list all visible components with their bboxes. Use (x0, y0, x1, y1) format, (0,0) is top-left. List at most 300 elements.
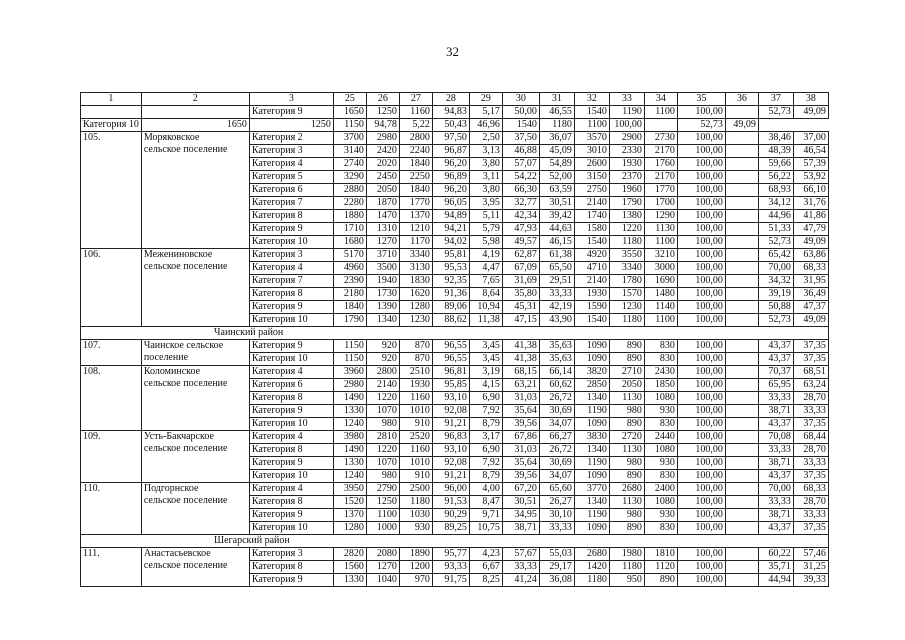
value-cell: 2680 (609, 483, 644, 496)
value-cell (725, 301, 758, 314)
value-cell: 7,92 (469, 405, 502, 418)
value-cell: 3,95 (469, 197, 502, 210)
category-cell: Категория 3 (249, 145, 333, 158)
value-cell: 1230 (609, 301, 644, 314)
value-cell: 29,17 (539, 561, 574, 574)
value-cell: 43,90 (539, 314, 574, 327)
value-cell: 1130 (609, 444, 644, 457)
value-cell: 1190 (574, 405, 609, 418)
value-cell: 100,00 (677, 158, 725, 171)
value-cell: 88,62 (432, 314, 469, 327)
value-cell: 100,00 (677, 457, 725, 470)
settlement-name-line: сельское поселение (143, 495, 228, 506)
value-cell: 1090 (574, 418, 609, 431)
settlement-name (141, 366, 249, 431)
category-cell: Категория 8 (249, 561, 333, 574)
category-cell: Категория 10 (249, 470, 333, 483)
value-cell: 1810 (644, 548, 677, 561)
value-cell: 2330 (609, 145, 644, 158)
value-cell: 35,63 (539, 340, 574, 353)
value-cell (725, 509, 758, 522)
value-cell: 2250 (399, 171, 432, 184)
value-cell: 46,96 (469, 119, 502, 132)
value-cell: 910 (399, 418, 432, 431)
settlement-name (141, 132, 249, 249)
category-cell: Категория 5 (249, 171, 333, 184)
value-cell: 35,63 (539, 353, 574, 366)
value-cell: 1540 (502, 119, 539, 132)
value-cell: 1930 (399, 379, 432, 392)
value-cell: 1200 (399, 561, 432, 574)
value-cell: 65,50 (539, 262, 574, 275)
value-cell: 26,27 (539, 496, 574, 509)
value-cell: 92,08 (432, 457, 469, 470)
value-cell: 8,79 (469, 418, 502, 431)
value-cell: 35,64 (502, 405, 539, 418)
value-cell (725, 561, 758, 574)
value-cell: 1340 (574, 392, 609, 405)
header-cell: 27 (399, 93, 432, 106)
value-cell: 5170 (333, 249, 366, 262)
value-cell (725, 236, 758, 249)
value-cell: 3,45 (469, 340, 502, 353)
value-cell: 3130 (399, 262, 432, 275)
value-cell: 1230 (399, 314, 432, 327)
value-cell: 2880 (333, 184, 366, 197)
table-row (81, 483, 829, 496)
value-cell: 1240 (333, 470, 366, 483)
value-cell: 42,19 (539, 301, 574, 314)
value-cell: 1560 (333, 561, 366, 574)
category-cell: Категория 3 (249, 548, 333, 561)
value-cell: 94,21 (432, 223, 469, 236)
value-cell: 41,38 (502, 340, 539, 353)
value-cell: 46,88 (502, 145, 539, 158)
value-cell: 1270 (366, 236, 399, 249)
settlement-name (141, 106, 249, 119)
value-cell: 2810 (366, 431, 399, 444)
value-cell: 8,47 (469, 496, 502, 509)
value-cell: 5,22 (399, 119, 432, 132)
value-cell: 51,33 (758, 223, 793, 236)
row-number: 105. (81, 132, 142, 249)
value-cell: 33,33 (539, 522, 574, 535)
value-cell: 30,51 (539, 197, 574, 210)
value-cell: 5,98 (469, 236, 502, 249)
value-cell: 1470 (366, 210, 399, 223)
header-cell: 32 (574, 93, 609, 106)
category-cell: Категория 2 (249, 132, 333, 145)
value-cell: 1380 (609, 210, 644, 223)
value-cell: 870 (399, 340, 432, 353)
value-cell: 65,60 (539, 483, 574, 496)
value-cell: 5,79 (469, 223, 502, 236)
value-cell (725, 314, 758, 327)
value-cell: 100,00 (677, 262, 725, 275)
category-cell: Категория 10 (249, 418, 333, 431)
value-cell (725, 158, 758, 171)
value-cell: 1940 (366, 275, 399, 288)
value-cell: 35,80 (502, 288, 539, 301)
value-cell: 34,32 (758, 275, 793, 288)
value-cell: 100,00 (677, 171, 725, 184)
value-cell: 33,33 (793, 405, 828, 418)
value-cell: 6,90 (469, 392, 502, 405)
value-cell: 2440 (644, 431, 677, 444)
value-cell: 1330 (333, 457, 366, 470)
value-cell: 3000 (644, 262, 677, 275)
settlement-name-line: сельское поселение (143, 560, 228, 571)
value-cell (725, 470, 758, 483)
value-cell (725, 275, 758, 288)
value-cell (725, 444, 758, 457)
settlement-name (141, 548, 249, 587)
value-cell: 33,33 (793, 457, 828, 470)
value-cell: 47,93 (502, 223, 539, 236)
value-cell: 100,00 (677, 249, 725, 262)
value-cell: 1150 (333, 119, 366, 132)
value-cell: 39,19 (758, 288, 793, 301)
value-cell: 57,67 (502, 548, 539, 561)
settlement-name-line: сельское поселение (143, 443, 228, 454)
value-cell: 100,00 (677, 353, 725, 366)
category-cell: Категория 8 (249, 392, 333, 405)
value-cell: 3340 (609, 262, 644, 275)
value-cell: 2740 (333, 158, 366, 171)
value-cell: 89,06 (432, 301, 469, 314)
value-cell: 2140 (574, 275, 609, 288)
value-cell: 1620 (399, 288, 432, 301)
value-cell: 2390 (333, 275, 366, 288)
row-number: 107. (81, 340, 142, 366)
header-cell: 25 (333, 93, 366, 106)
value-cell: 44,63 (539, 223, 574, 236)
value-cell: 2140 (574, 197, 609, 210)
value-cell: 1160 (399, 392, 432, 405)
value-cell: 2,50 (469, 132, 502, 145)
value-cell: 36,08 (539, 574, 574, 587)
value-cell: 920 (366, 340, 399, 353)
value-cell: 2600 (574, 158, 609, 171)
value-cell: 93,10 (432, 444, 469, 457)
value-cell: 44,96 (758, 210, 793, 223)
value-cell: 2240 (399, 145, 432, 158)
value-cell: 47,79 (793, 223, 828, 236)
value-cell: 1100 (644, 106, 677, 119)
value-cell: 91,75 (432, 574, 469, 587)
value-cell: 1220 (366, 392, 399, 405)
value-cell: 96,20 (432, 184, 469, 197)
category-cell: Категория 10 (249, 236, 333, 249)
header-row (81, 93, 829, 106)
value-cell: 2020 (366, 158, 399, 171)
value-cell: 39,42 (539, 210, 574, 223)
value-cell: 42,34 (502, 210, 539, 223)
value-cell: 1100 (366, 509, 399, 522)
value-cell: 100,00 (677, 496, 725, 509)
value-cell: 100,00 (677, 431, 725, 444)
value-cell: 39,33 (793, 574, 828, 587)
header-cell: 34 (644, 93, 677, 106)
value-cell: 1880 (333, 210, 366, 223)
value-cell: 2510 (399, 366, 432, 379)
row-number: 111. (81, 548, 142, 587)
value-cell: 1070 (366, 457, 399, 470)
category-cell: Категория 9 (249, 405, 333, 418)
value-cell: 1100 (644, 236, 677, 249)
value-cell (725, 184, 758, 197)
table-row (81, 366, 829, 379)
value-cell: 96,55 (432, 340, 469, 353)
value-cell: 1000 (366, 522, 399, 535)
value-cell: 50,43 (432, 119, 469, 132)
value-cell (725, 210, 758, 223)
settlement-name-line: сельское поселение (143, 261, 228, 272)
value-cell: 2820 (333, 548, 366, 561)
value-cell: 36,49 (793, 288, 828, 301)
value-cell: 3570 (574, 132, 609, 145)
value-cell: 96,55 (432, 353, 469, 366)
settlement-name-line: Анастасьевское (143, 548, 211, 559)
value-cell (725, 197, 758, 210)
value-cell: 33,33 (502, 561, 539, 574)
value-cell (725, 223, 758, 236)
table-row (81, 132, 829, 145)
settlement-name (141, 249, 249, 327)
category-cell: Категория 9 (249, 223, 333, 236)
value-cell: 70,00 (758, 483, 793, 496)
value-cell: 1790 (609, 197, 644, 210)
value-cell: 950 (609, 574, 644, 587)
value-cell: 1540 (574, 106, 609, 119)
row-number: 108. (81, 366, 142, 431)
value-cell: 34,07 (539, 470, 574, 483)
value-cell: 96,87 (432, 145, 469, 158)
value-cell: 1790 (333, 314, 366, 327)
value-cell: 1040 (366, 574, 399, 587)
value-cell: 2790 (366, 483, 399, 496)
category-cell: Категория 8 (249, 210, 333, 223)
value-cell: 1100 (574, 119, 609, 132)
value-cell: 2170 (644, 171, 677, 184)
row-number: 110. (81, 483, 142, 535)
value-cell: 830 (644, 353, 677, 366)
value-cell: 35,64 (502, 457, 539, 470)
value-cell: 46,55 (539, 106, 574, 119)
value-cell: 8,64 (469, 288, 502, 301)
value-cell: 91,21 (432, 418, 469, 431)
value-cell: 66,14 (539, 366, 574, 379)
value-cell: 830 (644, 340, 677, 353)
value-cell: 1980 (609, 548, 644, 561)
value-cell: 26,72 (539, 444, 574, 457)
value-cell: 2500 (399, 483, 432, 496)
value-cell: 67,09 (502, 262, 539, 275)
value-cell: 100,00 (677, 236, 725, 249)
category-cell: Категория 9 (249, 509, 333, 522)
value-cell: 1580 (574, 223, 609, 236)
value-cell: 100,00 (609, 119, 644, 132)
value-cell: 65,42 (758, 249, 793, 262)
value-cell: 52,73 (758, 236, 793, 249)
value-cell (725, 340, 758, 353)
value-cell: 1070 (366, 405, 399, 418)
value-cell: 2180 (333, 288, 366, 301)
value-cell (725, 574, 758, 587)
value-cell: 3290 (333, 171, 366, 184)
value-cell: 4710 (574, 262, 609, 275)
value-cell: 1570 (609, 288, 644, 301)
value-cell: 1930 (574, 288, 609, 301)
value-cell: 8,25 (469, 574, 502, 587)
value-cell: 100,00 (677, 483, 725, 496)
value-cell: 59,66 (758, 158, 793, 171)
value-cell: 31,03 (502, 444, 539, 457)
value-cell: 870 (399, 353, 432, 366)
value-cell: 94,02 (432, 236, 469, 249)
value-cell: 1330 (333, 405, 366, 418)
category-cell: Категория 9 (249, 340, 333, 353)
value-cell (725, 405, 758, 418)
value-cell: 1160 (399, 444, 432, 457)
value-cell: 95,85 (432, 379, 469, 392)
value-cell: 63,21 (502, 379, 539, 392)
value-cell: 100,00 (677, 574, 725, 587)
value-cell: 930 (644, 509, 677, 522)
value-cell: 46,54 (793, 145, 828, 158)
section-row (81, 327, 829, 340)
value-cell: 890 (609, 470, 644, 483)
value-cell: 96,81 (432, 366, 469, 379)
value-cell: 49,57 (502, 236, 539, 249)
value-cell: 100,00 (677, 145, 725, 158)
section-label: Шегарский район (81, 535, 829, 548)
category-cell: Категория 7 (249, 197, 333, 210)
value-cell: 100,00 (677, 288, 725, 301)
value-cell: 33,33 (539, 288, 574, 301)
value-cell: 63,59 (539, 184, 574, 197)
value-cell: 33,33 (758, 496, 793, 509)
section-row (81, 535, 829, 548)
value-cell: 5,11 (469, 210, 502, 223)
value-cell: 96,00 (432, 483, 469, 496)
settlement-name-line: сельское поселение (143, 378, 228, 389)
table-row (81, 119, 829, 132)
value-cell: 30,10 (539, 509, 574, 522)
value-cell: 980 (609, 509, 644, 522)
header-cell: 37 (758, 93, 793, 106)
value-cell: 1100 (644, 314, 677, 327)
value-cell: 43,37 (758, 353, 793, 366)
value-cell (725, 366, 758, 379)
value-cell: 100,00 (677, 106, 725, 119)
value-cell: 63,86 (793, 249, 828, 262)
value-cell: 1180 (574, 574, 609, 587)
value-cell: 41,86 (793, 210, 828, 223)
value-cell: 3950 (333, 483, 366, 496)
value-cell: 94,89 (432, 210, 469, 223)
value-cell: 37,35 (793, 418, 828, 431)
value-cell: 100,00 (677, 522, 725, 535)
value-cell: 43,37 (758, 340, 793, 353)
value-cell: 1010 (399, 457, 432, 470)
header-cell: 35 (677, 93, 725, 106)
value-cell: 2800 (399, 132, 432, 145)
category-cell: Категория 7 (249, 275, 333, 288)
value-cell: 33,33 (758, 392, 793, 405)
value-cell: 31,03 (502, 392, 539, 405)
value-cell: 1030 (399, 509, 432, 522)
value-cell (725, 496, 758, 509)
value-cell: 1890 (399, 548, 432, 561)
category-cell: Категория 9 (249, 457, 333, 470)
value-cell: 830 (644, 470, 677, 483)
value-cell: 53,92 (793, 171, 828, 184)
value-cell: 2280 (333, 197, 366, 210)
category-cell: Категория 10 (81, 119, 142, 132)
value-cell: 49,09 (793, 106, 828, 119)
value-cell: 3960 (333, 366, 366, 379)
value-cell: 2370 (609, 171, 644, 184)
value-cell: 3820 (574, 366, 609, 379)
value-cell: 100,00 (677, 444, 725, 457)
value-cell: 2050 (609, 379, 644, 392)
value-cell: 57,46 (793, 548, 828, 561)
category-cell: Категория 9 (249, 574, 333, 587)
value-cell: 68,93 (758, 184, 793, 197)
header-cell: 38 (793, 93, 828, 106)
value-cell: 1090 (574, 522, 609, 535)
settlement-name-line: Подгорнское (143, 483, 199, 494)
value-cell: 68,51 (793, 366, 828, 379)
value-cell: 2730 (644, 132, 677, 145)
table-body (81, 93, 829, 587)
value-cell: 100,00 (677, 275, 725, 288)
value-cell: 100,00 (677, 405, 725, 418)
value-cell: 100,00 (677, 197, 725, 210)
value-cell: 1420 (574, 561, 609, 574)
value-cell: 55,03 (539, 548, 574, 561)
category-cell: Категория 10 (249, 522, 333, 535)
value-cell: 1540 (574, 314, 609, 327)
value-cell: 980 (609, 405, 644, 418)
value-cell: 1840 (399, 158, 432, 171)
value-cell: 91,21 (432, 470, 469, 483)
value-cell: 95,81 (432, 249, 469, 262)
value-cell: 3550 (609, 249, 644, 262)
value-cell: 100,00 (677, 509, 725, 522)
value-cell: 1340 (574, 444, 609, 457)
header-cell: 2 (141, 93, 249, 106)
category-cell: Категория 4 (249, 366, 333, 379)
value-cell: 33,33 (758, 444, 793, 457)
value-cell: 2400 (644, 483, 677, 496)
value-cell: 96,05 (432, 197, 469, 210)
value-cell: 100,00 (677, 418, 725, 431)
value-cell (725, 353, 758, 366)
section-label: Чаинский район (81, 327, 829, 340)
value-cell: 68,33 (793, 262, 828, 275)
settlement-name-line: Моряковское (143, 132, 200, 143)
value-cell: 890 (609, 418, 644, 431)
value-cell: 1730 (366, 288, 399, 301)
value-cell: 10,94 (469, 301, 502, 314)
value-cell: 1700 (644, 197, 677, 210)
value-cell: 1770 (644, 184, 677, 197)
value-cell: 3770 (574, 483, 609, 496)
value-cell: 4,47 (469, 262, 502, 275)
value-cell: 38,71 (758, 457, 793, 470)
